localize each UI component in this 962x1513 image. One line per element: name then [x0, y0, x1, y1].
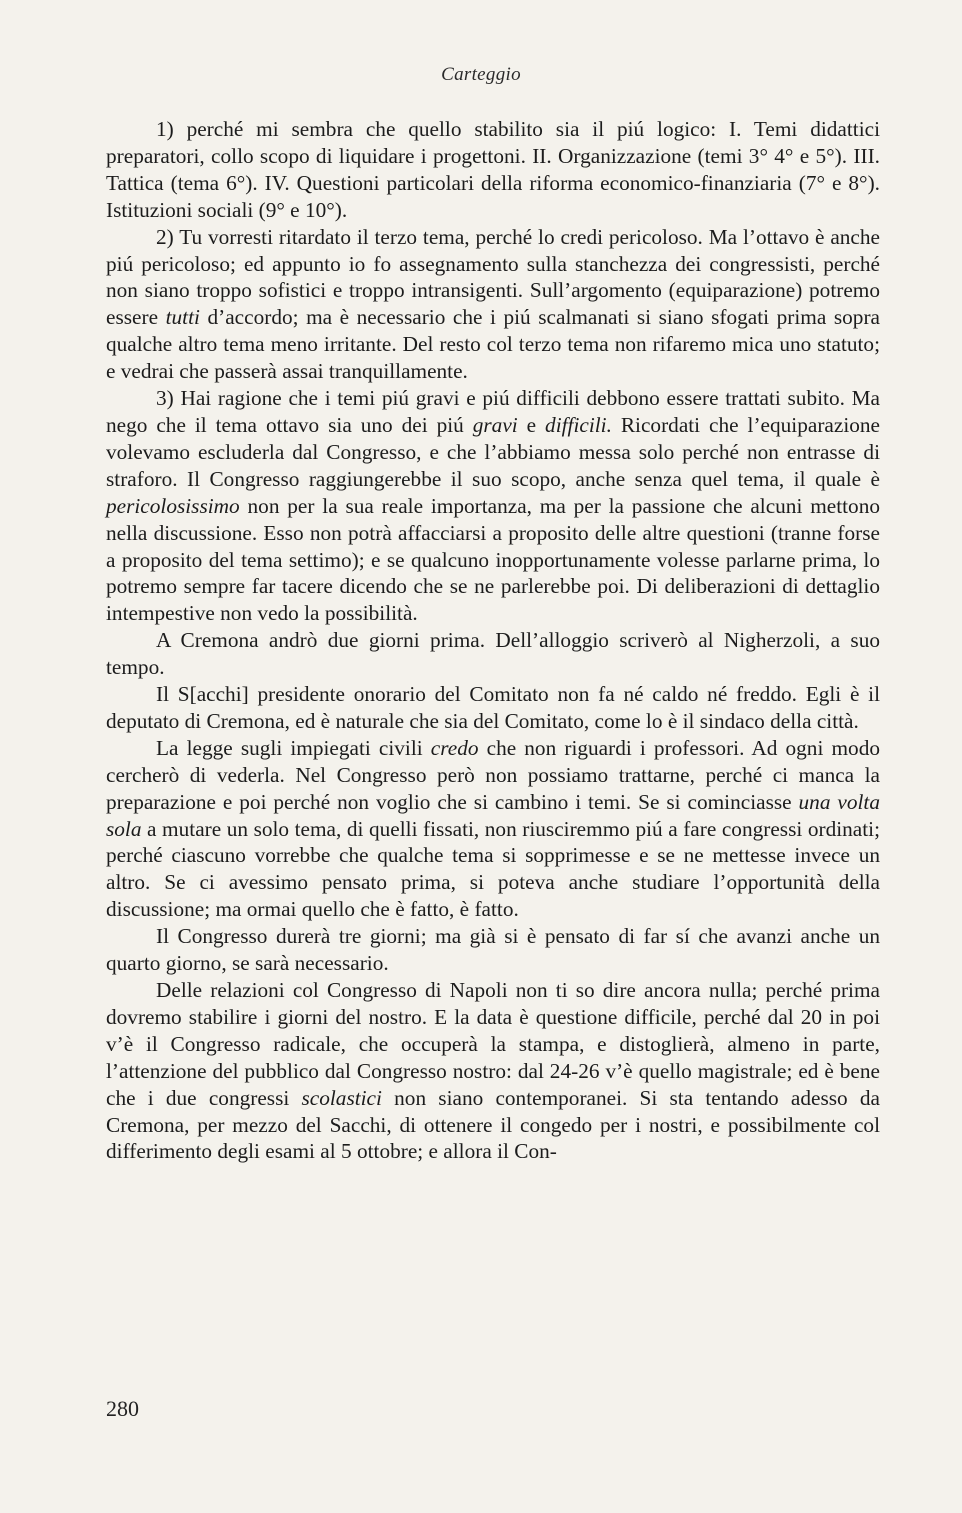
- paragraph: [106, 116, 880, 224]
- paragraph: [106, 735, 880, 923]
- italic-text: difficili.: [545, 412, 612, 437]
- paragraph: [106, 923, 880, 977]
- paragraph: [106, 681, 880, 735]
- italic-text: tutti: [165, 305, 200, 330]
- text-run: non siano contemporanei. Si sta tentando adesso da Cremona, per mezzo del Sacchi, di ottenere il congedo per i nostri, e possibilmente col differimento degli esami al 5 ottobre; e allora il Con-: [106, 1085, 880, 1164]
- text-run: Il S[acchi] presidente onorario del Comitato non fa né caldo né freddo. Egli è il deputato di Cremona, ed è naturale che sia del Comitato, come lo è il sindaco della città.: [106, 682, 880, 733]
- paragraph: [106, 627, 880, 681]
- text-run: Il Congresso durerà tre giorni; ma già si è pensato di far sí che avanzi anche un quarto giorno, se sarà necessario.: [106, 924, 880, 976]
- italic-text: gravi: [472, 412, 518, 437]
- page-number: 280: [106, 1396, 139, 1421]
- text-run: La legge sugli impiegati civili: [156, 735, 431, 760]
- paragraph: [106, 385, 880, 627]
- text-run: a mutare un solo tema, di quelli fissati, non riusciremmo piú a fare congressi ordinati; perché ciascuno vorrebbe che qualche tema si sopprimesse e se ne mettesse invece un altro. Se ci avessimo pensato prima, si poteva anche studiare l’opportunità della discussione; ma ormai quello che è fatto, è fatto.: [106, 816, 880, 922]
- italic-text: pericolosissimo: [106, 493, 240, 518]
- italic-text: una volta sola: [106, 789, 880, 841]
- text-run: A Cremona andrò due giorni prima. Dell’alloggio scriverò al Nigherzoli, a suo tempo.: [106, 628, 880, 680]
- text-run: non per la sua reale importanza, ma per la passione che alcuni mettono nella discussione. Esso non potrà affacciarsi a proposito delle altre questioni (tranne forse a proposito del tema settimo); e se qualcuno inopportunamente volesse parlarne prima, lo potremo sempre far tacere dicendo che se ne parlerebbe poi. Di deliberazioni di dettaglio intempestive non vedo la possibilità.: [106, 493, 880, 626]
- text-run: 3) Hai ragione che i temi piú gravi e piú difficili debbono essere trattati subito. Ma nego che il tema ottavo sia uno dei piú: [106, 386, 880, 437]
- text-run: che non riguardi i professori. Ad ogni modo cercherò di vederla. Nel Congresso però non possiamo trattarne, perché ci manca la preparazione e poi perché non voglio che si cambino i temi. Se si cominciasse: [106, 735, 880, 814]
- italic-text: credo: [430, 735, 479, 760]
- paragraph: [106, 977, 880, 1165]
- text-run: d’accordo; ma è necessario che i piú scalmanati si siano sfogati prima sopra qualche altro tema meno irritante. Del resto col terzo tema non rifaremo mica uno statuto; e vedrai che passerà assai tranquillamente.: [106, 305, 881, 384]
- text-run: Ricordati che l’equiparazione volevamo escluderla dal Congresso, e che l’abbiamo messa solo perché non entrasse di straforo. Il Congresso raggiungerebbe il suo scopo, anche senza quel tema, il quale è: [106, 412, 880, 491]
- text-run: e: [517, 412, 546, 437]
- paragraph: [106, 224, 880, 385]
- text-run: Delle relazioni col Congresso di Napoli non ti so dire ancora nulla; perché prima dovremo stabilire i giorni del nostro. E la data è questione difficile, perché dal 20 in poi v’è il Congresso radicale, che occuperà la stampa, e distoglierà, almeno in parte, l’attenzione del pubblico dal Congresso nostro: dal 24-26 v’è quello magistrale; ed è bene che i due congressi: [106, 978, 880, 1110]
- body-text: [106, 116, 880, 1165]
- italic-text: scolastici: [301, 1085, 382, 1110]
- text-run: 2) Tu vorresti ritardato il terzo tema, perché lo credi pericoloso. Ma l’ottavo è anche piú pericoloso; ed appunto io fo assegnamento sulla stanchezza dei congressisti, perché non siano troppo sofistici e troppo intransigenti. Sull’argomento (equiparazione) potremo essere: [106, 224, 880, 330]
- text-run: 1) perché mi sembra che quello stabilito sia il piú logico: I. Temi didattici preparatori, collo scopo di liquidare i progettoni. II. Organizzazione (temi 3° 4° e 5°). III. Tattica (tema 6°). IV. Questioni particolari della riforma economico-finanziaria (7° e 8°). Istituzioni sociali (9° e 10°).: [106, 117, 880, 222]
- running-head: Carteggio: [441, 64, 521, 85]
